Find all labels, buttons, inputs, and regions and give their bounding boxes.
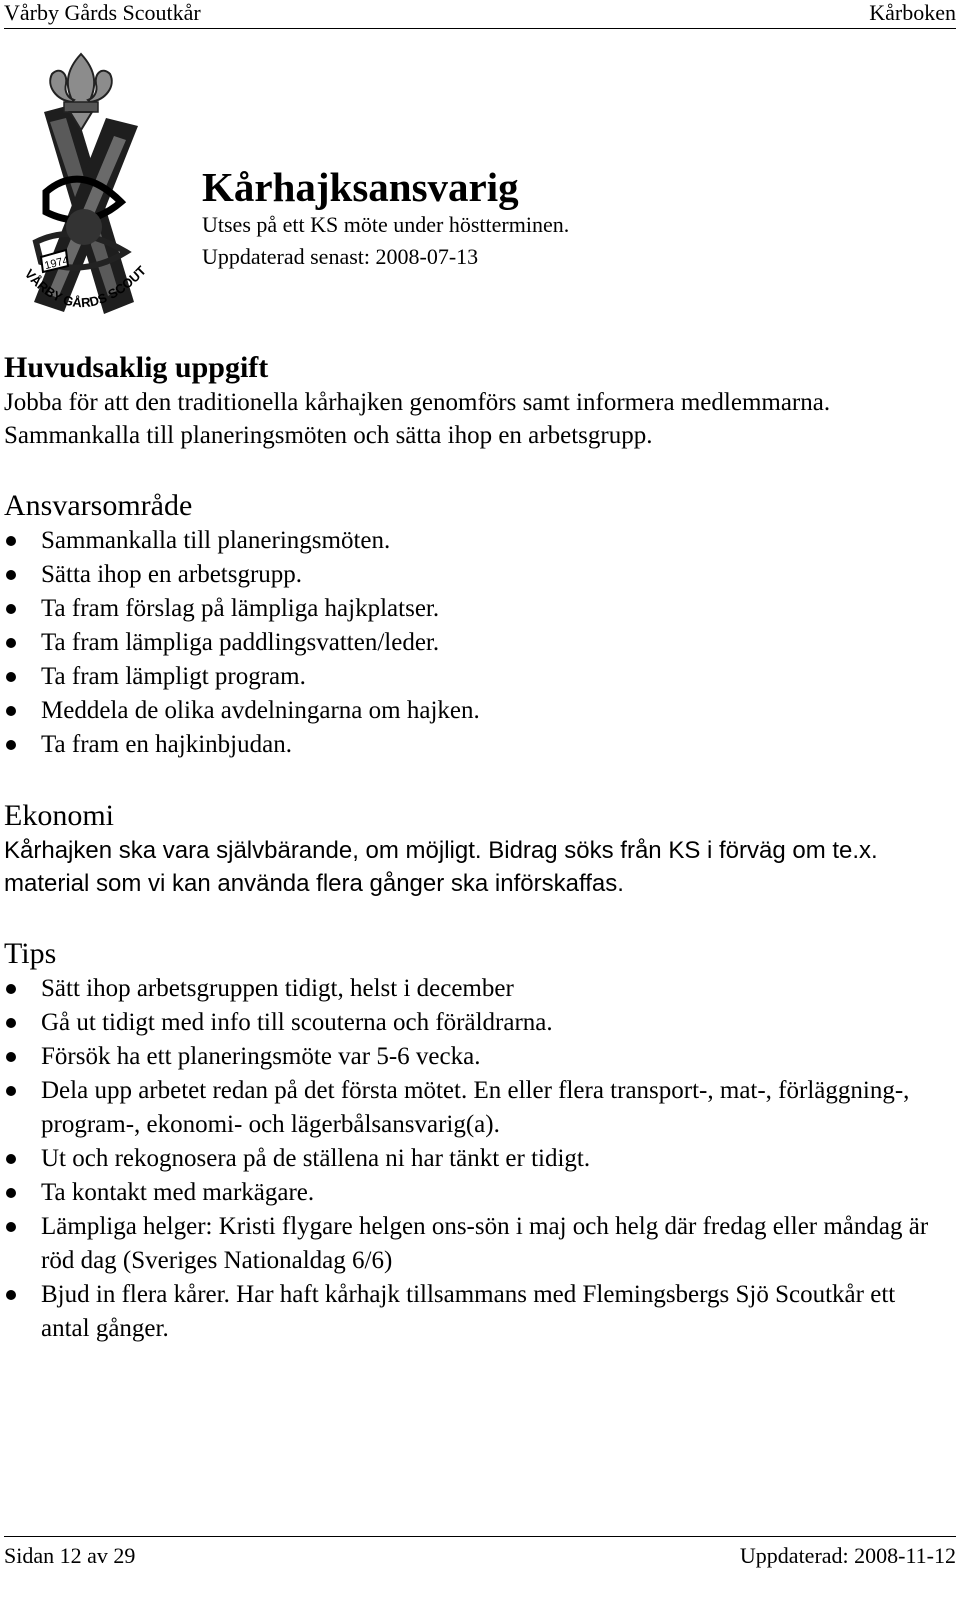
list-item: Gå ut tidigt med info till scouterna och föräldrarna. [4, 1006, 944, 1040]
list-item: Sätta ihop en arbetsgrupp. [4, 558, 944, 592]
economy-heading: Ekonomi [4, 799, 114, 832]
main-task-heading: Huvudsaklig uppgift [4, 351, 269, 384]
page-footer [4, 1536, 956, 1568]
footer-updated-date: Uppdaterad: 2008-11-12 [739, 1543, 956, 1568]
document-body [4, 350, 944, 1346]
list-item: Ta fram lämpligt program. [4, 660, 944, 694]
page-title: Kårhajksansvarig [202, 164, 519, 210]
list-item: Meddela de olika avdelningarna om hajken. [4, 694, 944, 728]
economy-text: Kårhajken ska vara självbärande, om möjligt. Bidrag söks från KS i förväg om te.x. material som vi kan använda flera gånger ska införskaffas. [4, 837, 878, 897]
scout-emblem-icon [6, 52, 156, 340]
logo-ribbon-text: VÅRBY GÅRDS SCOUT [21, 262, 149, 311]
title-block [202, 165, 569, 273]
list-item: Bjud in flera kårer. Har haft kårhajk tillsammans med Flemingsbergs Sjö Scoutkår ett antal gånger. [4, 1278, 944, 1346]
list-item: Dela upp arbetet redan på det första mötet. En eller flera transport-, mat-, förläggning-, program-, ekonomi- och lägerbålsansvarig(a). [4, 1074, 944, 1142]
header-book-title: Kårboken [869, 0, 956, 25]
logo-year: 1974 [43, 254, 70, 273]
last-updated-note: Uppdaterad senast: 2008-07-13 [202, 244, 479, 269]
list-item: Ta fram lämpliga paddlingsvatten/leder. [4, 626, 944, 660]
list-item: Ta fram en hajkinbjudan. [4, 728, 944, 762]
tips-list [4, 972, 944, 1346]
responsibility-list [4, 524, 944, 762]
list-item: Ut och rekognosera på de ställena ni har tänkt er tidigt. [4, 1142, 944, 1176]
responsibility-heading: Ansvarsområde [4, 489, 193, 522]
list-item: Ta fram förslag på lämpliga hajkplatser. [4, 592, 944, 626]
list-item: Försök ha ett planeringsmöte var 5-6 vecka. [4, 1040, 944, 1074]
page-number: Sidan 12 av 29 [4, 1543, 136, 1568]
header-organization: Vårby Gårds Scoutkår [4, 0, 201, 25]
list-item: Ta kontakt med markägare. [4, 1176, 944, 1210]
page-header [4, 0, 956, 29]
tips-heading: Tips [4, 937, 57, 970]
appointment-note: Utses på ett KS möte under höstterminen. [202, 212, 570, 237]
list-item: Lämpliga helger: Kristi flygare helgen ons-sön i maj och helg där fredag eller måndag är röd dag (Sveriges Nationaldag 6/6) [4, 1210, 944, 1278]
main-task-text: Jobba för att den traditionella kårhajken genomförs samt informera medlemmarna. Sammankalla till planeringsmöten och sätta ihop en arbetsgrupp. [4, 389, 831, 449]
list-item: Sammankalla till planeringsmöten. [4, 524, 944, 558]
list-item: Sätt ihop arbetsgruppen tidigt, helst i december [4, 972, 944, 1006]
